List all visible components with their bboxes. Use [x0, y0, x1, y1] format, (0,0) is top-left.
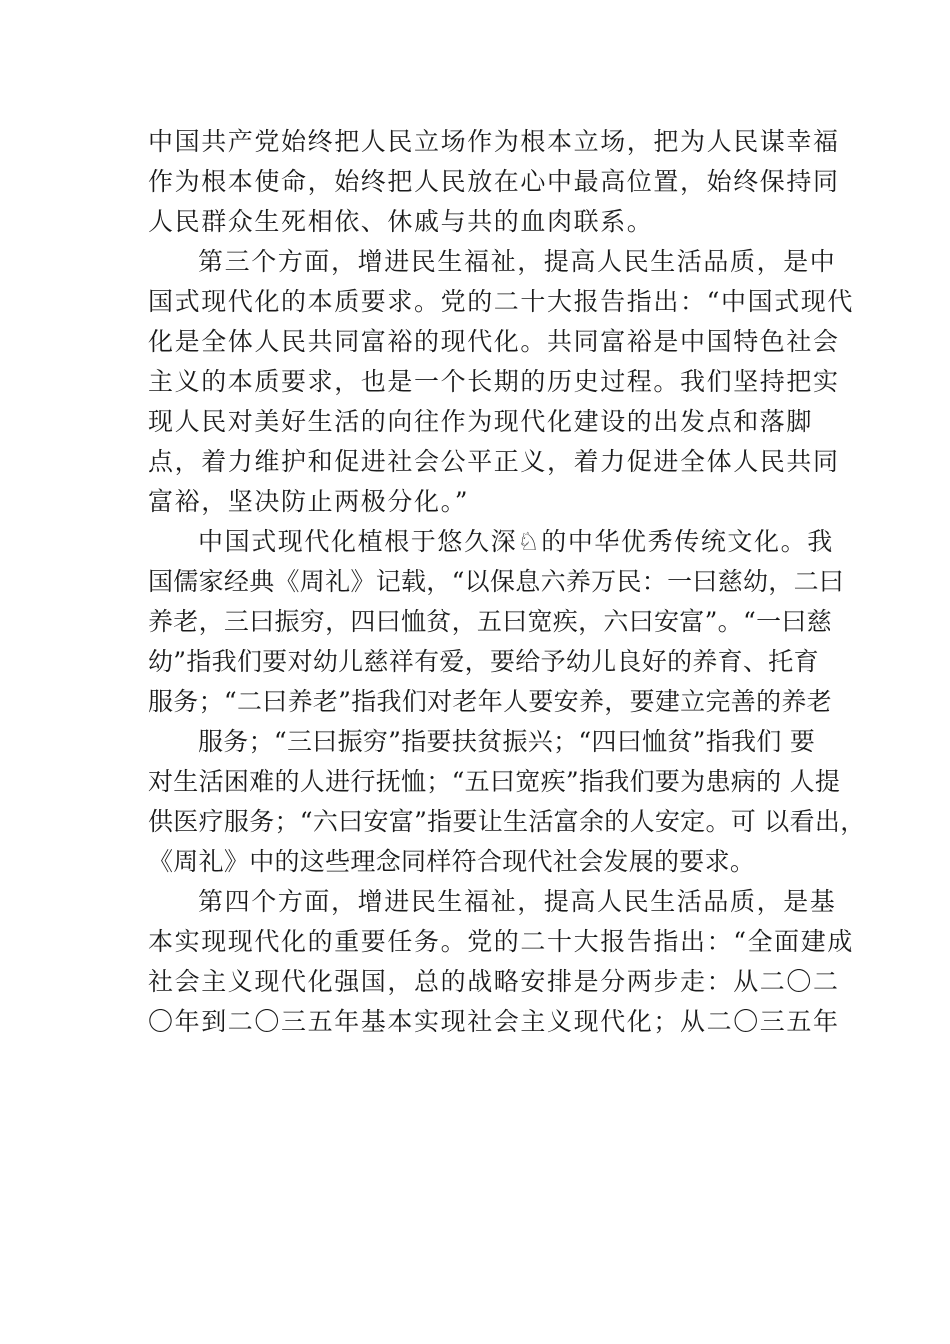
paragraph-first-line: 服务；“三曰振穷”指要扶贫振兴；“四曰恤贫”指我们 要 [198, 727, 816, 756]
text-line: 富裕，坚决防止两极分化。” [148, 487, 470, 516]
text-line: 中国共产党始终把人民立场作为根本立场，把为人民谋幸福 [148, 127, 840, 156]
text-line: 服务；“二曰养老”指我们对老年人要安养，要建立完善的养老 [148, 687, 832, 716]
text-line: 供医疗服务；“六曰安富”指要让生活富余的人安定。可 以看出， [148, 807, 866, 836]
text-line: 幼”指我们要对幼儿慈祥有爱，要给予幼儿良好的养育、托育 [148, 647, 819, 676]
text-line: 现人民对美好生活的向往作为现代化建设的出发点和落脚 [148, 407, 814, 436]
text-line: 本实现现代化的重要任务。党的二十大报告指出：“全面建成 [148, 927, 854, 956]
text-line: 点，着力维护和促进社会公平正义，着力促进全体人民共同 [148, 447, 840, 476]
paragraph-first-line: 第三个方面，增进民生福祉，提高人民生活品质，是中 [198, 247, 837, 276]
text-line: 化是全体人民共同富裕的现代化。共同富裕是中国特色社会 [148, 327, 840, 356]
text-line: 社会主义现代化强国，总的战略安排是分两步走：从二〇二 [148, 967, 840, 996]
text-line: 养老，三曰振穷，四曰恤贫，五曰宽疾，六曰安富”。“一曰慈 [148, 607, 832, 636]
text-line: 对生活困难的人进行抚恤；“五曰宽疾”指我们要为患病的 人提 [148, 767, 841, 796]
text-line: 人民群众生死相依、休戚与共的血肉联系。 [148, 207, 654, 236]
text-line: 国式现代化的本质要求。党的二十大报告指出：“中国式现代 [148, 287, 854, 316]
text-line: 《周礼》中的这些理念同样符合现代社会发展的要求。 [148, 847, 756, 876]
text-line: 作为根本使命，始终把人民放在心中最高位置，始终保持同 [148, 167, 840, 196]
text-line: 主义的本质要求，也是一个长期的历史过程。我们坚持把实 [148, 367, 840, 396]
text-line: 国儒家经典《周礼》记载，“以保息六养万民：一曰慈幼，二曰 [148, 567, 845, 596]
paragraph-first-line: 中国式现代化植根于悠久深♘的中华优秀传统文化。我 [198, 527, 834, 556]
paragraph-first-line: 第四个方面，增进民生福祉，提高人民生活品质，是基 [198, 887, 837, 916]
text-line: 〇年到二〇三五年基本实现社会主义现代化；从二〇三五年 [148, 1007, 840, 1036]
